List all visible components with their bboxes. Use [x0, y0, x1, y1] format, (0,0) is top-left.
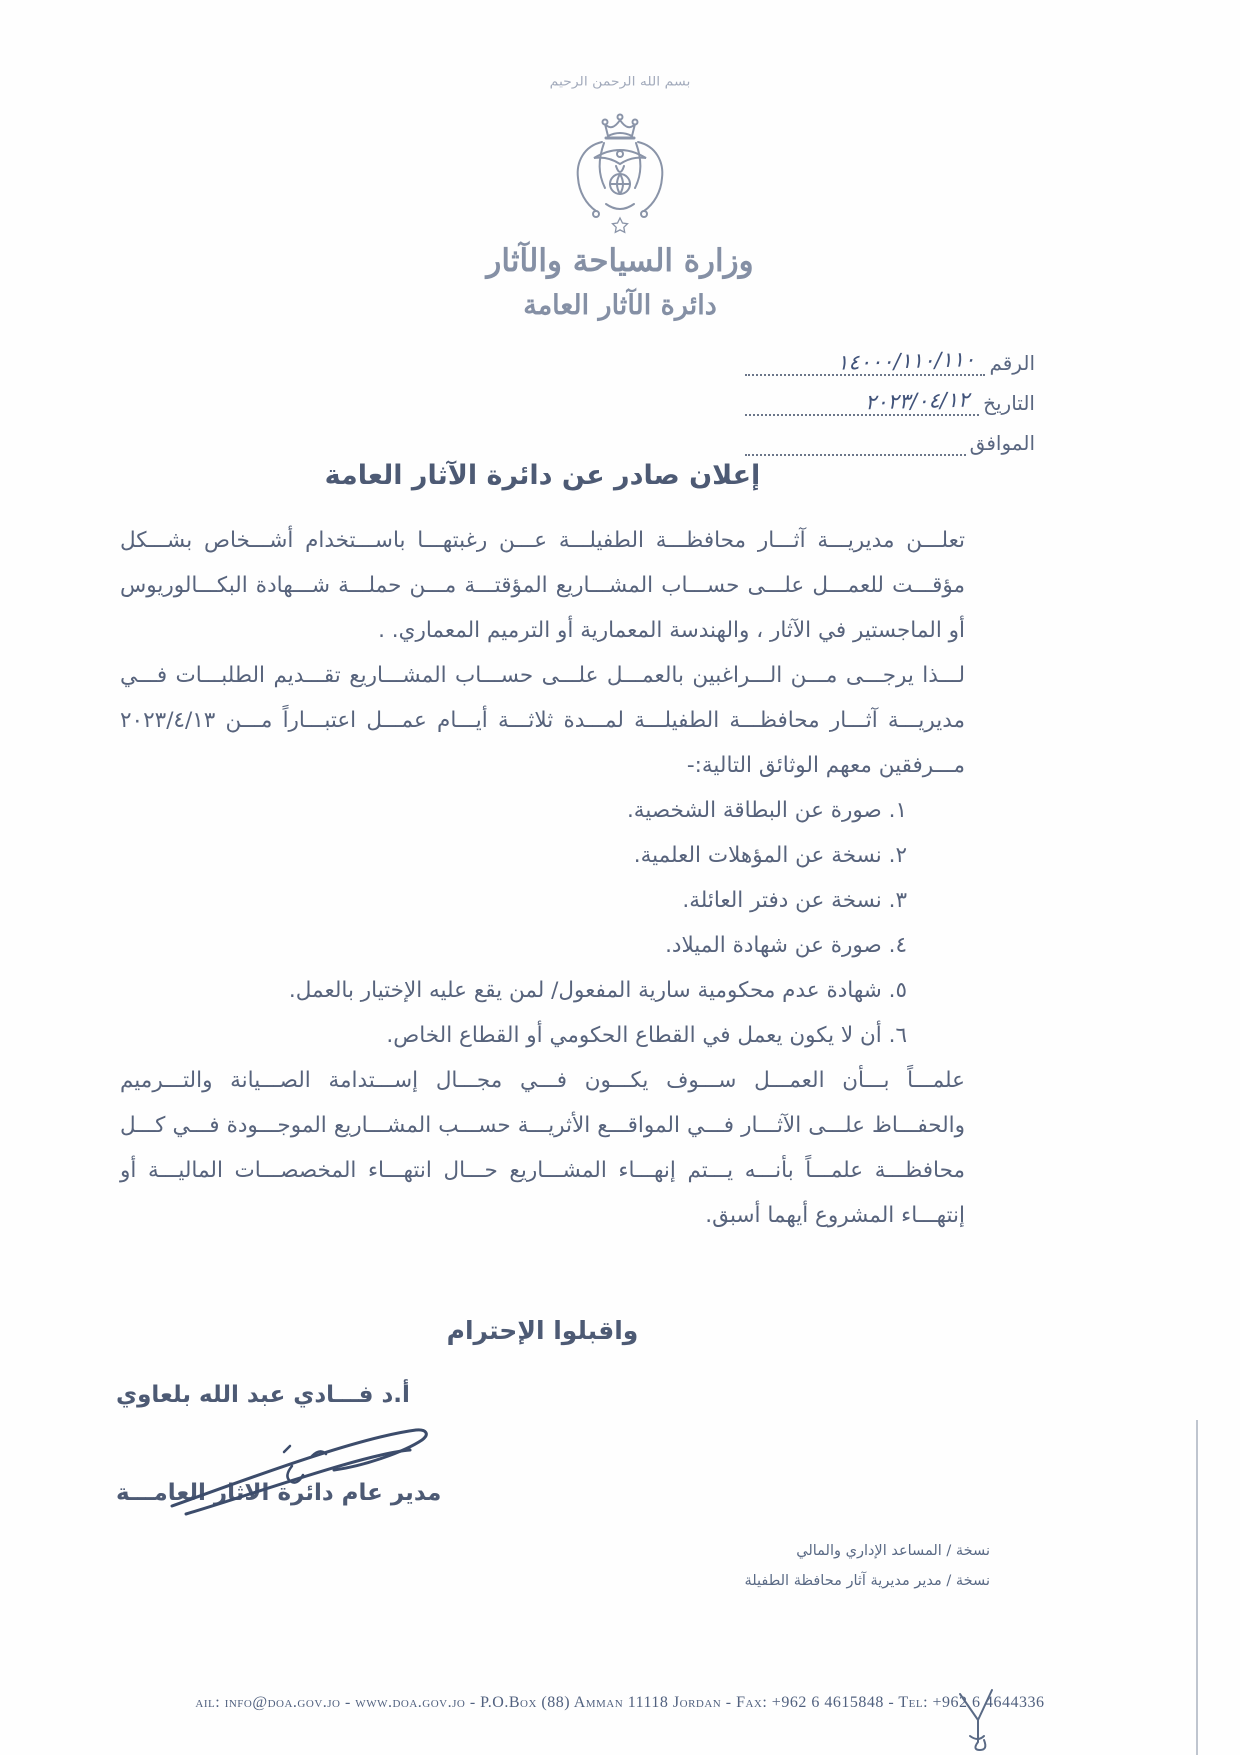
- closing-salutation: واقبلوا الإحترام: [446, 1316, 639, 1345]
- signatory-name: أ.د فـــادي عبد الله بلعاوي: [116, 1382, 410, 1408]
- required-documents-list: [120, 788, 965, 1058]
- number-handwritten-value: ١٤٠٠٠/١١٠/١١٠: [836, 347, 976, 375]
- bismillah-calligraphy: بسم الله الرحمن الرحيم: [549, 74, 691, 90]
- list-item: ٦. أن لا يكون يعمل في القطاع الحكومي أو القطاع الخاص.: [386, 1023, 907, 1048]
- list-item: ٥. شهادة عدم محكومية سارية المفعول/ لمن يقع عليه الإختيار بالعمل.: [288, 978, 907, 1003]
- announcement-body: [120, 518, 965, 1238]
- signatory-role: مدير عام دائرة الاثار العامـــة: [116, 1480, 442, 1506]
- body-paragraph-2: لـــذا يرجـــى مـــن الـــراغبين بالعمـــل علـــى حســـاب المشـــاريع تقـــديم الطلبـــات فـــي مديريـــة آثـــار محافظـــة الطفيلـــة لمـــدة ثلاثـــة أيـــام عمـــل اعتبـــاراً مـــن ٢٠٢٣/٤/١٣ مـــرفقين معهم الوثائق التالية:-: [120, 663, 965, 778]
- number-dotted-line: [745, 347, 985, 376]
- list-item: ٣. نسخة عن دفتر العائلة.: [682, 888, 907, 913]
- number-label: الرقم: [989, 351, 1035, 375]
- corresponding-row: [745, 416, 1035, 456]
- reference-number-row: [745, 336, 1035, 376]
- date-dotted-line: [745, 387, 979, 416]
- date-label: التاريخ: [983, 391, 1035, 415]
- footer-contact-line: ail: info@doa.gov.jo - www.doa.gov.jo - P.O.Box (88) Amman 11118 Jordan - Fax: +962 6 4615848 - Tel: +962 6 4644336: [195, 1694, 1045, 1711]
- copy-distribution-notes: [744, 1536, 990, 1596]
- handwritten-check-mark: [952, 1686, 1012, 1756]
- date-handwritten-value: ٢٠٢٣/٠٤/١٢: [864, 387, 970, 415]
- date-row: [745, 376, 1035, 416]
- body-paragraph-1: تعلـــن مديريـــة آثـــار محافظـــة الطفيلـــة عـــن رغبتهـــا باســـتخدام أشـــخاص بشـــكل مؤقـــت للعمـــل علـــى حســـاب المشـــاريع المؤقتـــة مـــن حملـــة شـــهادة البكـــالوريوس أو الماجستير في الآثار ، والهندسة المعمارية أو الترميم المعماري. .: [120, 528, 965, 643]
- scan-artifact-line: [1196, 1420, 1198, 1755]
- list-item: ٢. نسخة عن المؤهلات العلمية.: [633, 843, 907, 868]
- body-paragraph-3: علمـــاً بـــأن العمـــل ســـوف يكـــون فـــي مجـــال إســـتدامة الصـــيانة والتـــرميم والحفـــاظ علـــى الآثـــار فـــي المواقـــع الأثريـــة حســـب المشـــاريع الموجـــودة فـــي كـــل محافظـــة علمـــاً بأنـــه يـــتم إنهـــاء المشـــاريع حـــال انتهـــاء المخصصـــات الماليـــة أو إنتهـــاء المشروع أيهما أسبق.: [120, 1068, 965, 1228]
- copy-note: نسخة / المساعد الإداري والمالي: [796, 1543, 990, 1559]
- signature-block: [116, 1382, 446, 1506]
- list-item: ١. صورة عن البطاقة الشخصية.: [626, 798, 907, 823]
- ministry-title: وزارة السياحة والآثار: [486, 243, 754, 279]
- department-title: دائرة الآثار العامة: [523, 290, 717, 321]
- corresponding-dotted-line: [745, 430, 966, 456]
- announcement-title: إعلان صادر عن دائرة الآثار العامة: [324, 460, 761, 491]
- handwritten-signature: [164, 1410, 444, 1524]
- corresponding-label: الموافق: [969, 431, 1035, 455]
- copy-note: نسخة / مدير مديرية آثار محافظة الطفيلة: [744, 1573, 990, 1589]
- list-item: ٤. صورة عن شهادة الميلاد.: [665, 933, 907, 958]
- reference-meta-block: [745, 336, 1035, 456]
- jordan-coat-of-arms-icon: [550, 112, 690, 244]
